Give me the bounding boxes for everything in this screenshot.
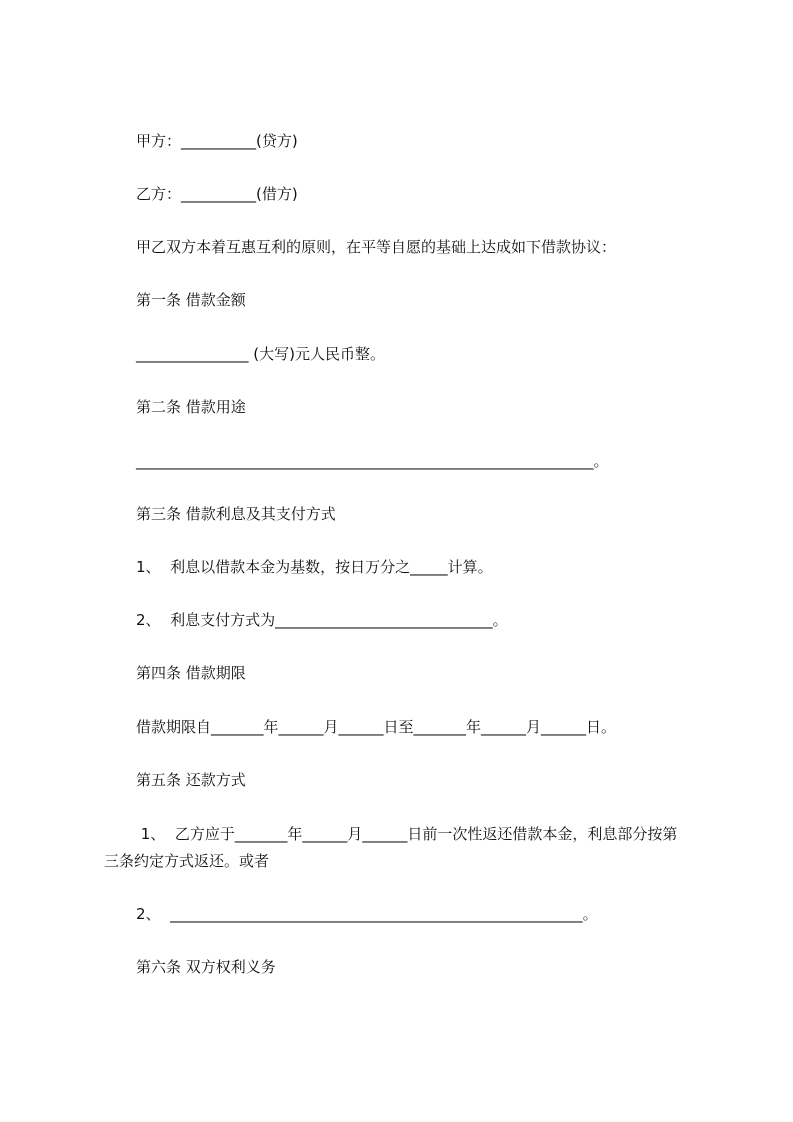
loan-amount-line: _______________ (大写)元人民币整。 <box>136 345 385 363</box>
article-1-heading: 第一条 借款金额 <box>136 291 246 309</box>
loan-purpose-line: _____________________________________________________________。 <box>136 452 609 470</box>
party-b-line: 乙方：__________(借方) <box>136 185 298 203</box>
preamble-text: 甲乙双方本着互惠互利的原则，在平等自愿的基础上达成如下借款协议： <box>136 238 617 256</box>
article-6-heading: 第六条 双方权利义务 <box>136 958 276 976</box>
article-2-heading: 第二条 借款用途 <box>136 398 246 416</box>
article-3-heading: 第三条 借款利息及其支付方式 <box>136 505 336 523</box>
repayment-clause-2: 2、 _______________________________________________________。 <box>136 905 598 923</box>
article-5-heading: 第五条 还款方式 <box>136 771 246 789</box>
article-4-heading: 第四条 借款期限 <box>136 664 246 682</box>
interest-rate-clause: 1、 利息以借款本金为基数，按日万分之_____计算。 <box>136 558 493 576</box>
party-a-line: 甲方：__________(贷方) <box>136 132 298 150</box>
repayment-clause-1-continued: 三条约定方式返还。或者 <box>104 852 270 870</box>
loan-term-line: 借款期限自_______年______月______日至_______年______月______日。 <box>136 718 617 736</box>
interest-payment-clause: 2、 利息支付方式为_____________________________。 <box>136 611 508 629</box>
repayment-clause-1: 1、 乙方应于_______年______月______日前一次性返还借款本金，利息部分按第 <box>136 825 678 843</box>
